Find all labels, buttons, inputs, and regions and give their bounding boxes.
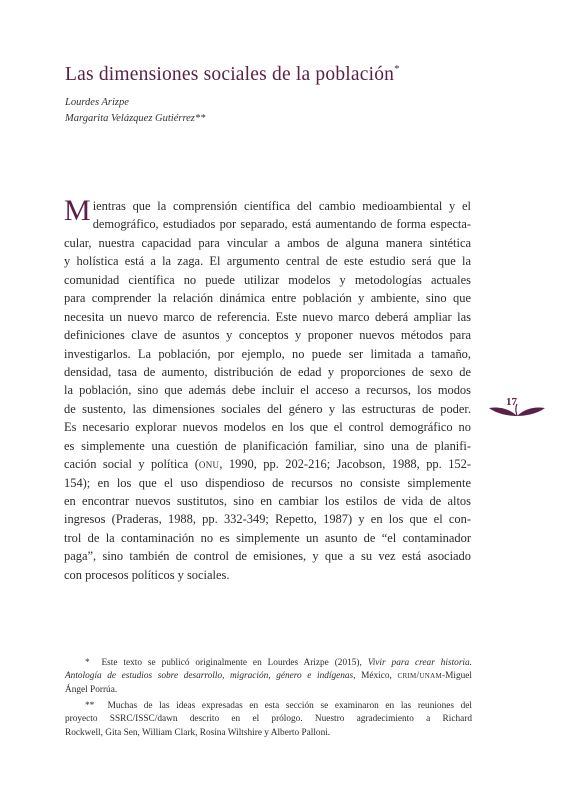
text-line: en encontrar nuevos sustitutos, sino en cambiar los estilos de vida de altos bbox=[64, 494, 471, 508]
text-line: demográfico, estudiados por separado, está aumentando de forma especta- bbox=[92, 217, 471, 232]
text-line: comunidad científica no puede utilizar modelos y metodologías actuales bbox=[64, 272, 471, 287]
body-paragraph bbox=[64, 194, 471, 584]
footnote-line bbox=[65, 657, 472, 670]
text-line: paga”, sino también de control de emisiones, y que a su vez está asociado bbox=[64, 549, 471, 564]
drop-cap: M bbox=[64, 194, 91, 227]
footnote-text: Este texto se publicó originalmente en Lourdes Arizpe (2015), bbox=[101, 658, 368, 668]
text-line: Es necesario explorar nuevos modelos en los que el control demográfico no bbox=[64, 420, 471, 435]
text-line: definiciones clave de asuntos y conceptos y proponer nuevos métodos para bbox=[64, 328, 471, 343]
chapter-title-text: Las dimensiones sociales de la población bbox=[65, 64, 395, 85]
text-line: investigarlos. La población, por ejemplo, no puede ser limitada a tamaño, bbox=[64, 346, 471, 361]
text-line: ingresos (Praderas, 1988, pp. 332-349; Repetto, 1987) y en los que el con- bbox=[64, 512, 471, 527]
footnote-text: Muchas de las ideas expresadas en esta sección se examinaron en las reuniones del bbox=[107, 701, 472, 711]
page-number: 17 bbox=[506, 396, 517, 408]
chapter-title bbox=[65, 63, 400, 86]
footnote-line: Ángel Porrúa. bbox=[65, 684, 118, 695]
footnote-line: Rockwell, Gita Sen, William Clark, Rosina Wiltshire y Alberto Palloni. bbox=[65, 727, 331, 738]
leaf-ornament-icon bbox=[487, 402, 547, 420]
text-line: la población, sino que además debe incluir el acceso a recursos, los modos bbox=[64, 383, 471, 398]
footnote-mark: * bbox=[85, 658, 90, 668]
text-line: densidad, tasa de aumento, distribución de edad y proporciones de sexo de bbox=[64, 364, 471, 379]
footnote-text: -Miguel bbox=[442, 671, 472, 682]
text-line: cular, nuestra capacidad para vincular a ambos de alguna manera sintética bbox=[64, 235, 471, 250]
text-fragment: , 1990, pp. 202-216; Jacobson, 1988, pp. 152- bbox=[219, 457, 471, 472]
footnote-line: proyecto SSRC/ISSC/dawn descrito en el prólogo. Nuestro agradecimiento a Richard bbox=[65, 714, 472, 725]
text-line: trol de la contaminación no es simplemente un asunto de “el contaminador bbox=[64, 530, 471, 545]
text-line: y holística está a la zaga. El argumento central de este estudio será que la bbox=[64, 254, 471, 269]
author-name: Lourdes Arizpe bbox=[65, 97, 129, 108]
text-line bbox=[64, 455, 471, 473]
text-line: es simplemente una cuestión de planificación familiar, sino una de planifi- bbox=[64, 438, 471, 453]
text-line: de sustento, las dimensiones sociales del género y las estructuras de poder. bbox=[64, 401, 471, 416]
footnote-title: Vivir para crear historia. bbox=[367, 658, 472, 668]
footnote bbox=[65, 657, 472, 697]
text-line: 154); en los que el uso dispendioso de recursos no consiste simplemente bbox=[64, 475, 471, 490]
footnote-text: , México, bbox=[353, 671, 398, 682]
author-name: Margarita Velázquez Gutiérrez** bbox=[65, 113, 206, 124]
text-line: necesita un nuevo marco de referencia. Este nuevo marco deberá ampliar las bbox=[64, 309, 471, 324]
abbreviation: onu bbox=[198, 457, 220, 472]
title-footnote-mark: * bbox=[394, 63, 400, 75]
footnote-line bbox=[65, 700, 472, 713]
footnote-mark: ** bbox=[85, 701, 95, 711]
text-line: ientras que la comprensión científica del cambio medioambiental y el bbox=[92, 199, 471, 213]
text-fragment: cación social y política ( bbox=[64, 457, 199, 472]
text-line: con procesos políticos y sociales. bbox=[64, 567, 230, 582]
text-line: para comprender la relación dinámica entre población y ambiente, sino que bbox=[64, 291, 471, 306]
abbreviation: crim/unam bbox=[397, 671, 443, 682]
footnote-title: Antología de estudios sobre desarrollo, migración, género e indígenas bbox=[65, 671, 354, 682]
footnote bbox=[65, 700, 472, 740]
footnote-line bbox=[65, 670, 472, 683]
